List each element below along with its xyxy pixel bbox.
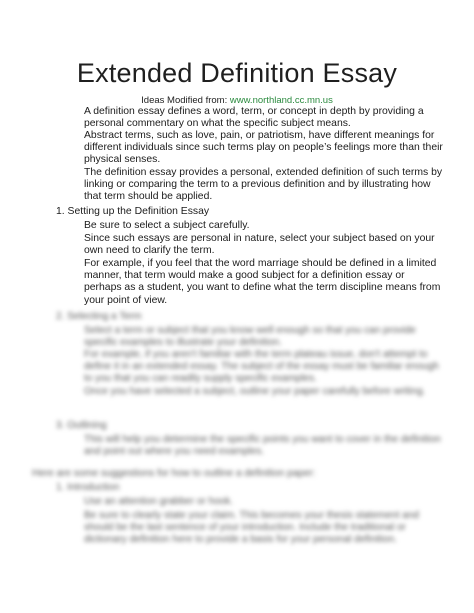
outline1-item-1: Use an attention grabber or hook. — [84, 496, 233, 507]
section1-item-3: For example, if you feel that the word marriage should be defined in a limited manner, that term would make a good subject for a definition essay or perhaps as a student, you want to define what the term discipline means from your point of view. — [84, 258, 441, 306]
section-heading-1: 1. Setting up the Definition Essay — [56, 206, 210, 217]
outline-intro: Here are some suggestions for how to outline a definition paper: — [32, 468, 316, 479]
source-link[interactable]: www.northland.cc.mn.us — [229, 95, 333, 106]
section-heading-2: 2. Selecting a Term — [56, 311, 142, 322]
source-prefix: Ideas Modified from: — [141, 95, 230, 106]
section3-item-1: This will help you determine the specific points you want to cover in the definition and point out where you need examples. — [84, 434, 441, 457]
section2-item-3: Once you have selected a subject, outline your paper carefully before writing. — [84, 386, 426, 397]
outline1-item-2: Be sure to clearly state your claim. This becomes your thesis statement and should be the last sentence of your introduction. Include the traditional or dictionary definition here to provide a basis for your personal definition. — [84, 510, 419, 545]
section2-item-1: Select a term or subject that you know well enough so that you can provide specific examples to illustrate your definition. — [84, 325, 416, 348]
intro-paragraph-1: A definition essay defines a word, term, or concept in depth by providing a personal commentary on what the specific subject means. — [84, 106, 424, 130]
section2-item-2: For example, if you aren't familiar with the term plateau issue, don't attempt to define it in an extended essay. The subject of the essay must be familiar enough to you that you can readily supply specific examples. — [84, 349, 439, 384]
section-heading-3: 3. Outlining — [56, 420, 107, 431]
page-title: Extended Definition Essay — [76, 58, 398, 88]
section1-item-1: Be sure to select a subject carefully. — [84, 220, 250, 231]
source-line — [0, 95, 474, 106]
intro-paragraph-3: The definition essay provides a personal, extended definition of such terms by linking or comparing the term to a previous definition and by illustrating how that term should be applied. — [84, 167, 443, 203]
outline-heading-1: 1. Introduction — [56, 482, 120, 493]
intro-paragraph-2: Abstract terms, such as love, pain, or patriotism, have different meanings for different individuals since such terms play on people’s feelings more than their physical senses. — [84, 130, 443, 166]
section1-item-2: Since such essays are personal in nature, select your subject based on your own need to clarify the term. — [84, 233, 435, 257]
